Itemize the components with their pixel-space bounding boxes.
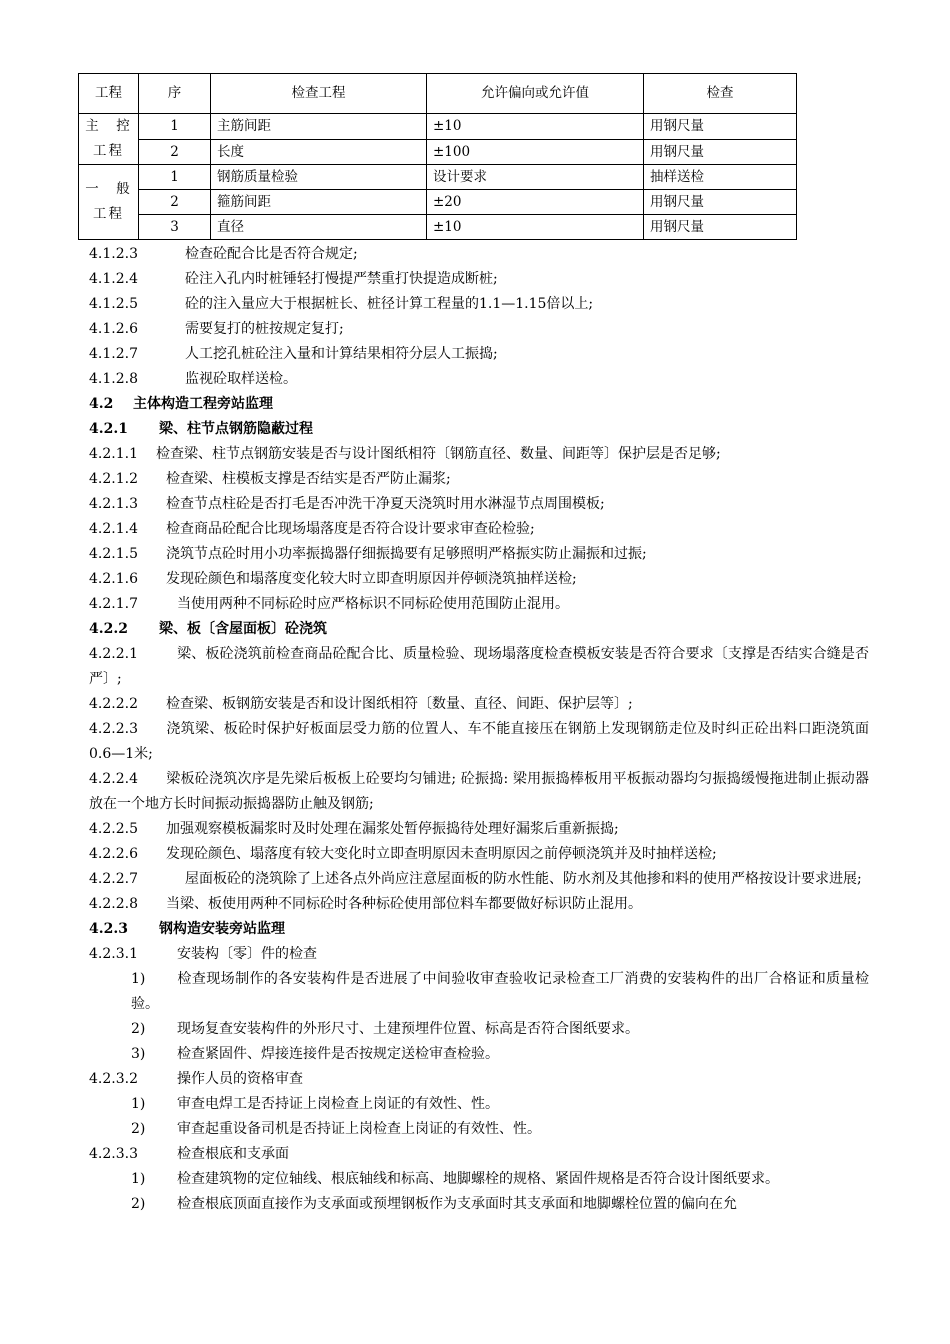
clause-text: 砼注入孔内时桩锤轻打慢提严禁重打快提造成断桩;	[185, 271, 498, 287]
clause-line	[89, 1142, 869, 1167]
tolerance-cell: 设计要求	[427, 165, 644, 190]
list-item	[89, 1117, 869, 1142]
clause-line	[89, 817, 869, 842]
item-text: 检查紧固件、焊接连接件是否按规定送检审查检验。	[177, 1046, 499, 1062]
clause-text: 监视砼取样送检。	[185, 371, 297, 387]
clause-line	[89, 517, 869, 542]
list-item	[89, 1167, 869, 1192]
table-header-cell: 检查	[644, 74, 797, 114]
seq-cell: 1	[139, 114, 211, 140]
group-label-line: 工程	[93, 143, 124, 159]
clause-line	[89, 542, 869, 567]
table-header-row	[79, 74, 797, 114]
seq-cell: 1	[139, 165, 211, 190]
method-cell: 用钢尺量	[644, 215, 797, 240]
clause-text: 发现砼颜色、塌落度有较大变化时立即查明原因未查明原因之前停顿浇筑并及时抽样送检;	[166, 846, 717, 862]
item-cell: 箍筋间距	[211, 190, 427, 215]
table-header-cell: 允许偏向或允许值	[427, 74, 644, 114]
item-text: 检查建筑物的定位轴线、根底轴线和标高、地脚螺栓的规格、紧固件规格是否符合设计图纸要求。	[177, 1171, 779, 1187]
clause-number: 4.2.2.6	[89, 846, 138, 862]
clause-line	[89, 467, 869, 492]
group-label-line: 工程	[93, 206, 124, 222]
clause-line	[89, 317, 869, 342]
section-title: 梁、柱节点钢筋隐蔽过程	[159, 421, 313, 437]
clause-number: 4.1.2.3	[89, 246, 138, 262]
clause-number: 4.2.2.4	[89, 771, 138, 787]
list-item	[89, 1092, 869, 1117]
tolerance-cell: ±20	[427, 190, 644, 215]
item-number: 1)	[131, 1096, 146, 1112]
clause-number: 4.2.1.4	[89, 521, 138, 537]
clause-number: 4.2.3.2	[89, 1071, 138, 1087]
item-number: 1)	[131, 971, 146, 987]
clause-line	[89, 942, 869, 967]
seq-cell: 2	[139, 190, 211, 215]
clause-text: 加强观察模板漏浆时及时处理在漏浆处暂停振捣待处理好漏浆后重新振捣;	[166, 821, 619, 837]
item-cell: 钢筋质量检验	[211, 165, 427, 190]
method-cell: 抽样送检	[644, 165, 797, 190]
method-cell: 用钢尺量	[644, 139, 797, 165]
clause-number: 4.2.2.3	[89, 721, 138, 737]
clause-text: 检查梁、柱节点钢筋安装是否与设计图纸相符〔钢筋直径、数量、间距等〕保护层是否足够;	[156, 446, 721, 462]
item-cell: 长度	[211, 139, 427, 165]
clause-line	[89, 692, 869, 717]
section-number: 4.2.2	[89, 621, 128, 637]
clause-text: 操作人员的资格审查	[177, 1071, 303, 1087]
clause-line	[89, 642, 869, 692]
item-number: 2)	[131, 1021, 146, 1037]
clause-number: 4.2.1.6	[89, 571, 138, 587]
clause-number: 4.2.1.7	[89, 596, 138, 612]
table-header-cell: 工程	[79, 74, 139, 114]
clause-line	[89, 567, 869, 592]
item-number: 2)	[131, 1121, 146, 1137]
seq-cell: 3	[139, 215, 211, 240]
subsection-heading	[89, 617, 869, 642]
subsection-heading	[89, 917, 869, 942]
item-number: 3)	[131, 1046, 146, 1062]
clause-number: 4.2.2.2	[89, 696, 138, 712]
group-label-general	[79, 165, 139, 240]
group-label-line: 主 控	[85, 118, 132, 134]
seq-cell: 2	[139, 139, 211, 165]
table-header-cell: 检查工程	[211, 74, 427, 114]
item-text: 审查起重设备司机是否持证上岗检查上岗证的有效性、性。	[177, 1121, 541, 1137]
item-number: 2)	[131, 1196, 146, 1212]
clause-line	[89, 342, 869, 367]
method-cell: 用钢尺量	[644, 190, 797, 215]
clause-text: 检查根底和支承面	[177, 1146, 289, 1162]
item-text: 检查现场制作的各安装构件是否进展了中间验收审查验收记录检查工厂消费的安装构件的出厂合格证和质量检验。	[131, 971, 869, 1012]
table-row	[79, 114, 797, 140]
clause-number: 4.2.2.7	[89, 871, 138, 887]
list-item	[89, 1042, 869, 1067]
clause-text: 检查梁、柱模板支撑是否结实是否严防止漏浆;	[166, 471, 451, 487]
clause-text: 检查梁、板钢筋安装是否和设计图纸相符〔数量、直径、间距、保护层等〕;	[166, 696, 633, 712]
clause-number: 4.1.2.5	[89, 296, 138, 312]
clause-number: 4.2.1.3	[89, 496, 138, 512]
section-heading	[89, 392, 869, 417]
tolerance-cell: ±100	[427, 139, 644, 165]
clause-number: 4.2.2.1	[89, 646, 138, 662]
section-title: 主体构造工程旁站监理	[133, 396, 273, 412]
clause-line	[89, 292, 869, 317]
clause-number: 4.2.3.1	[89, 946, 138, 962]
item-cell: 直径	[211, 215, 427, 240]
clause-number: 4.2.2.8	[89, 896, 138, 912]
clause-number: 4.2.1.5	[89, 546, 138, 562]
clause-line	[89, 367, 869, 392]
group-label-main	[79, 114, 139, 165]
clause-number: 4.2.2.5	[89, 821, 138, 837]
clause-line	[89, 267, 869, 292]
item-number: 1)	[131, 1171, 146, 1187]
clause-number: 4.1.2.8	[89, 371, 138, 387]
item-text: 检查根底顶面直接作为支承面或预埋钢板作为支承面时其支承面和地脚螺栓位置的偏向在允	[177, 1196, 737, 1212]
clause-number: 4.2.3.3	[89, 1146, 138, 1162]
clause-text: 浇筑梁、板砼时保护好板面层受力筋的位置人、车不能直接压在钢筋上发现钢筋走位及时纠正砼出料口距浇筑面0.6—1米;	[89, 721, 869, 762]
clause-text: 浇筑节点砼时用小功率振捣器仔细振捣要有足够照明严格振实防止漏振和过振;	[166, 546, 647, 562]
clause-number: 4.2.1.1	[89, 446, 138, 462]
clause-line	[89, 442, 869, 467]
clause-text: 当梁、板使用两种不同标砼时各种标砼使用部位料车都要做好标识防止混用。	[166, 896, 642, 912]
clause-text: 检查商品砼配合比现场塌落度是否符合设计要求审查砼检验;	[166, 521, 535, 537]
clause-text: 需要复打的桩按规定复打;	[185, 321, 344, 337]
clause-text: 砼的注入量应大于根据桩长、桩径计算工程量的1.1—1.15倍以上;	[185, 296, 594, 312]
clause-line	[89, 492, 869, 517]
clause-number: 4.1.2.7	[89, 346, 138, 362]
table-row	[79, 139, 797, 165]
inspection-table	[78, 73, 797, 240]
item-text: 审查电焊工是否持证上岗检查上岗证的有效性、性。	[177, 1096, 499, 1112]
table-row	[79, 190, 797, 215]
section-number: 4.2.3	[89, 921, 128, 937]
item-cell: 主筋间距	[211, 114, 427, 140]
table-row	[79, 215, 797, 240]
list-item	[89, 967, 869, 1017]
clause-line	[89, 867, 869, 892]
section-number: 4.2.1	[89, 421, 128, 437]
tolerance-cell: ±10	[427, 215, 644, 240]
clause-text: 检查砼配合比是否符合规定;	[185, 246, 358, 262]
clause-number: 4.1.2.6	[89, 321, 138, 337]
tolerance-cell: ±10	[427, 114, 644, 140]
document-body	[89, 242, 869, 1217]
clause-line	[89, 242, 869, 267]
clause-text: 检查节点柱砼是否打毛是否冲洗干净夏天浇筑时用水淋湿节点周围模板;	[166, 496, 605, 512]
section-title: 梁、板〔含屋面板〕砼浇筑	[159, 621, 327, 637]
clause-text: 屋面板砼的浇筑除了上述各点外尚应注意屋面板的防水性能、防水剂及其他掺和料的使用严格按设计要求进展;	[185, 871, 862, 887]
clause-text: 安装构〔零〕件的检查	[177, 946, 317, 962]
clause-number: 4.2.1.2	[89, 471, 138, 487]
table-row	[79, 165, 797, 190]
clause-line	[89, 892, 869, 917]
section-number: 4.2	[89, 396, 114, 412]
method-cell: 用钢尺量	[644, 114, 797, 140]
clause-line	[89, 717, 869, 767]
item-text: 现场复查安装构件的外形尺寸、土建预埋件位置、标高是否符合图纸要求。	[177, 1021, 639, 1037]
clause-line	[89, 842, 869, 867]
group-label-line: 一 般	[85, 181, 132, 197]
clause-text: 梁板砼浇筑次序是先梁后板板上砼要均匀铺进; 砼振捣: 梁用振捣棒板用平板振动器均匀振捣缓慢拖进制止振动器放在一个地方长时间振动振捣器防止触及钢筋;	[89, 771, 869, 812]
clause-text: 梁、板砼浇筑前检查商品砼配合比、质量检验、现场塌落度检查模板安装是否符合要求〔支撑是否结实合缝是否严〕;	[89, 646, 869, 687]
clause-line	[89, 1067, 869, 1092]
clause-text: 人工挖孔桩砼注入量和计算结果相符分层人工振捣;	[185, 346, 498, 362]
list-item	[89, 1192, 869, 1217]
subsection-heading	[89, 417, 869, 442]
clause-line	[89, 767, 869, 817]
clause-text: 发现砼颜色和塌落度变化较大时立即查明原因并停顿浇筑抽样送检;	[166, 571, 577, 587]
clause-text: 当使用两种不同标砼时应严格标识不同标砼使用范围防止混用。	[177, 596, 569, 612]
section-title: 钢构造安装旁站监理	[159, 921, 285, 937]
clause-line	[89, 592, 869, 617]
table-header-cell: 序	[139, 74, 211, 114]
clause-number: 4.1.2.4	[89, 271, 138, 287]
list-item	[89, 1017, 869, 1042]
